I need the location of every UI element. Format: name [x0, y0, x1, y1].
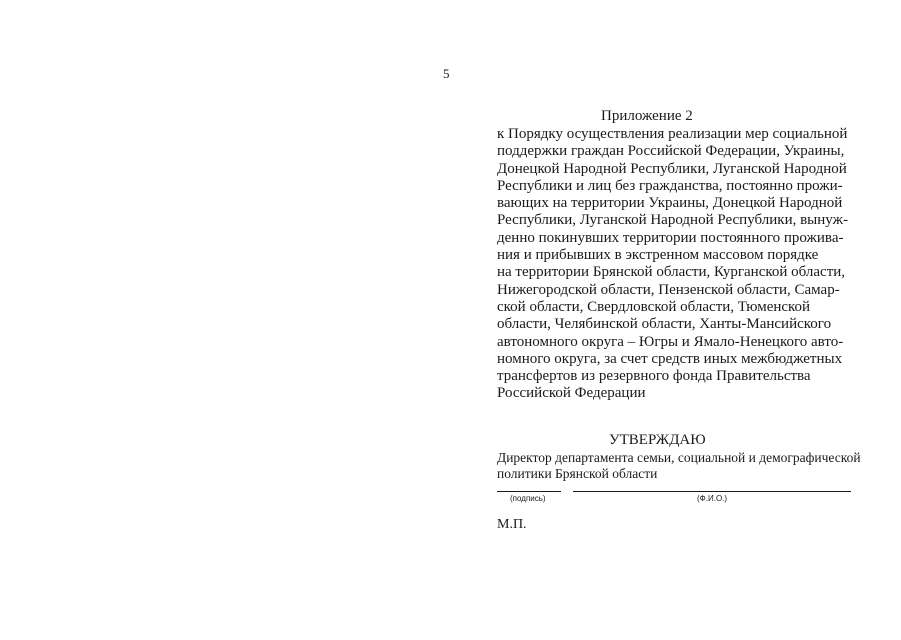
appendix-line: Республики, Луганской Народной Республики, вынуж- [497, 212, 848, 229]
appendix-line: поддержки граждан Российской Федерации, Украины, [497, 143, 845, 160]
stamp-place: М.П. [497, 517, 527, 532]
name-line [573, 491, 851, 492]
appendix-body [497, 126, 867, 403]
appendix-line: денно покинувших территории постоянного прожива- [497, 229, 844, 246]
approval-line: политики Брянской области [497, 466, 658, 481]
appendix-line: ния и прибывших в экстренном массовом порядке [497, 247, 819, 264]
appendix-line: к Порядку осуществления реализации мер социальной [497, 126, 848, 142]
appendix-title: Приложение 2 [601, 108, 693, 124]
appendix-line: вающих на территории Украины, Донецкой Народной [497, 195, 843, 212]
appendix-line: Республики и лиц без гражданства, постоянно прожи- [497, 177, 843, 194]
appendix-line: трансфертов из резервного фонда Правительства [497, 368, 811, 385]
appendix-line: автономного округа – Югры и Ямало-Ненецкого авто- [497, 333, 844, 350]
name-caption: (Ф.И.О.) [697, 494, 728, 503]
approval-title: УТВЕРЖДАЮ [609, 432, 706, 448]
appendix-line: номного округа, за счет средств иных межбюджетных [497, 350, 843, 367]
signature-line [497, 491, 561, 492]
appendix-line: Нижегородской области, Пензенской области, Самар- [497, 281, 840, 298]
appendix-line: Донецкой Народной Республики, Луганской Народной [497, 160, 847, 177]
page-number: 5 [443, 66, 450, 81]
signature-caption: (подпись) [510, 494, 546, 503]
appendix-line: ской области, Свердловской области, Тюменской [497, 298, 811, 315]
appendix-line: Российской Федерации [497, 385, 646, 402]
appendix-line: на территории Брянской области, Курганской области, [497, 264, 846, 281]
appendix-line: области, Челябинской области, Ханты-Мансийского [497, 316, 832, 333]
approval-line: Директор департамента семьи, социальной и демографической [497, 450, 861, 465]
approval-body [497, 450, 861, 482]
